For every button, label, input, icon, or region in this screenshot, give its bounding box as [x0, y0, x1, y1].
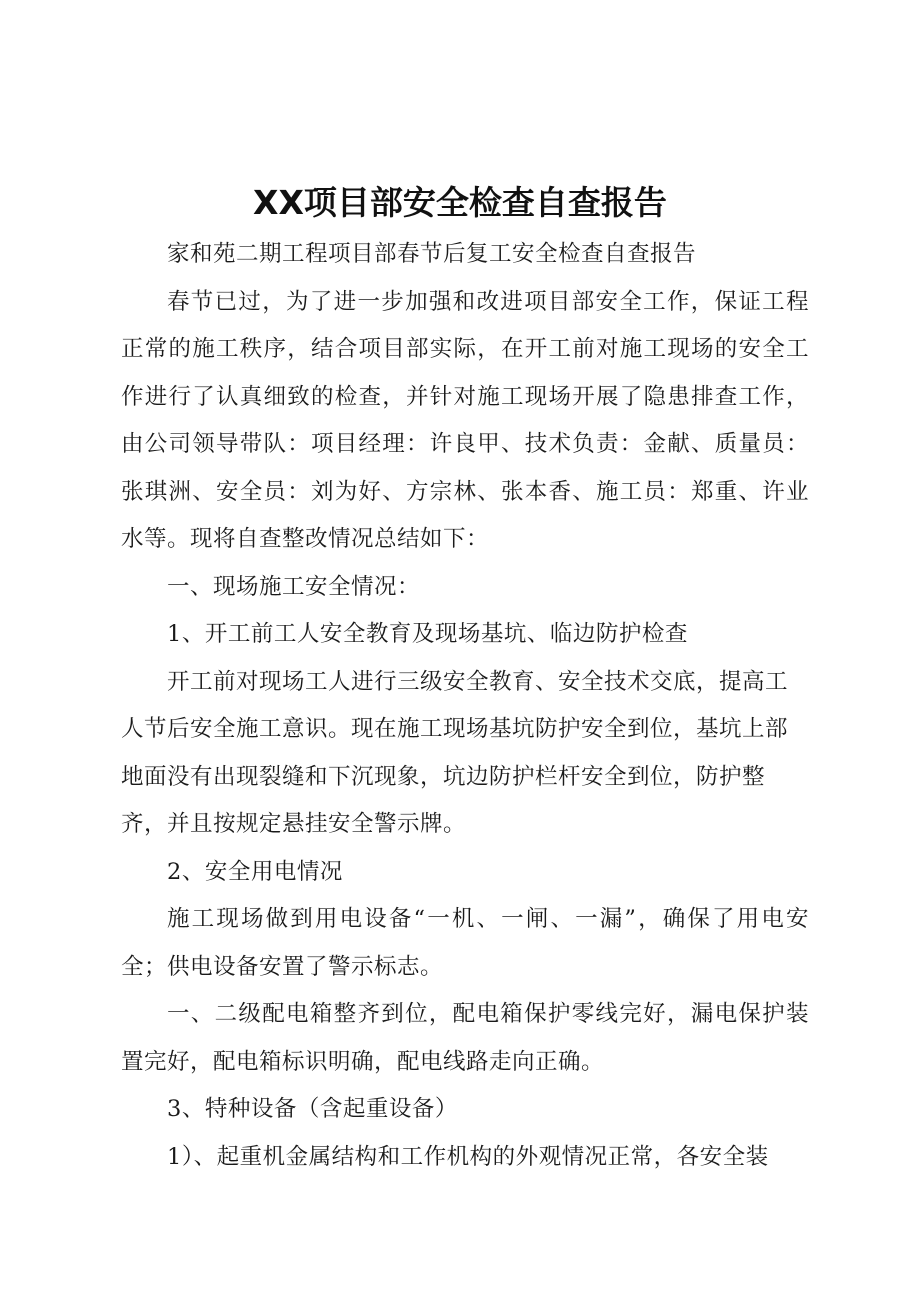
crane-paragraph: 1）、起重机金属结构和工作机构的外观情况正常，各安全装 [167, 1143, 769, 1170]
distribution-box-paragraph: 一、二级配电箱整齐到位，配电箱保护零线完好，漏电保护装置完好，配电箱标识明确，配电线路走向正确。 [121, 1001, 809, 1075]
section-heading-site-safety: 一、现场施工安全情况： [167, 573, 421, 600]
subsection-heading-education: 1、开工前工人安全教育及现场基坑、临边防护检查 [167, 621, 688, 647]
subsection-heading-electricity: 2、安全用电情况 [167, 858, 343, 885]
intro-paragraph: 春节已过，为了进一步加强和改进项目部安全工作，保证工程正常的施工秩序，结合项目部实际，在开工前对施工现场的安全工作进行了认真细致的检查，并针对施工现场开展了隐患排查工作，由公司领导带队：项目经理：许良甲、技术负责：金献、质量员：张琪洲、安全员：刘为好、方宗林、张本香、施工员：郑重、许业水等。现将自查整改情况总结如下： [121, 288, 809, 552]
electricity-paragraph: 施工现场做到用电设备“一机、一闸、一漏”，确保了用电安全；供电设备安置了警示标志。 [121, 906, 809, 980]
document-title: XX项目部安全检查自查报告 [253, 183, 667, 222]
education-paragraph: 开工前对现场工人进行三级安全教育、安全技术交底，提高工人节后安全施工意识。现在施工现场基坑防护安全到位，基坑上部地面没有出现裂缝和下沉现象，坑边防护栏杆安全到位，防护整齐，并且按规定悬挂安全警示牌。 [121, 668, 789, 837]
document-body [121, 231, 809, 1181]
report-subtitle: 家和苑二期工程项目部春节后复工安全检查自查报告 [167, 241, 697, 267]
subsection-heading-special-equipment: 3、特种设备（含起重设备） [167, 1096, 458, 1122]
